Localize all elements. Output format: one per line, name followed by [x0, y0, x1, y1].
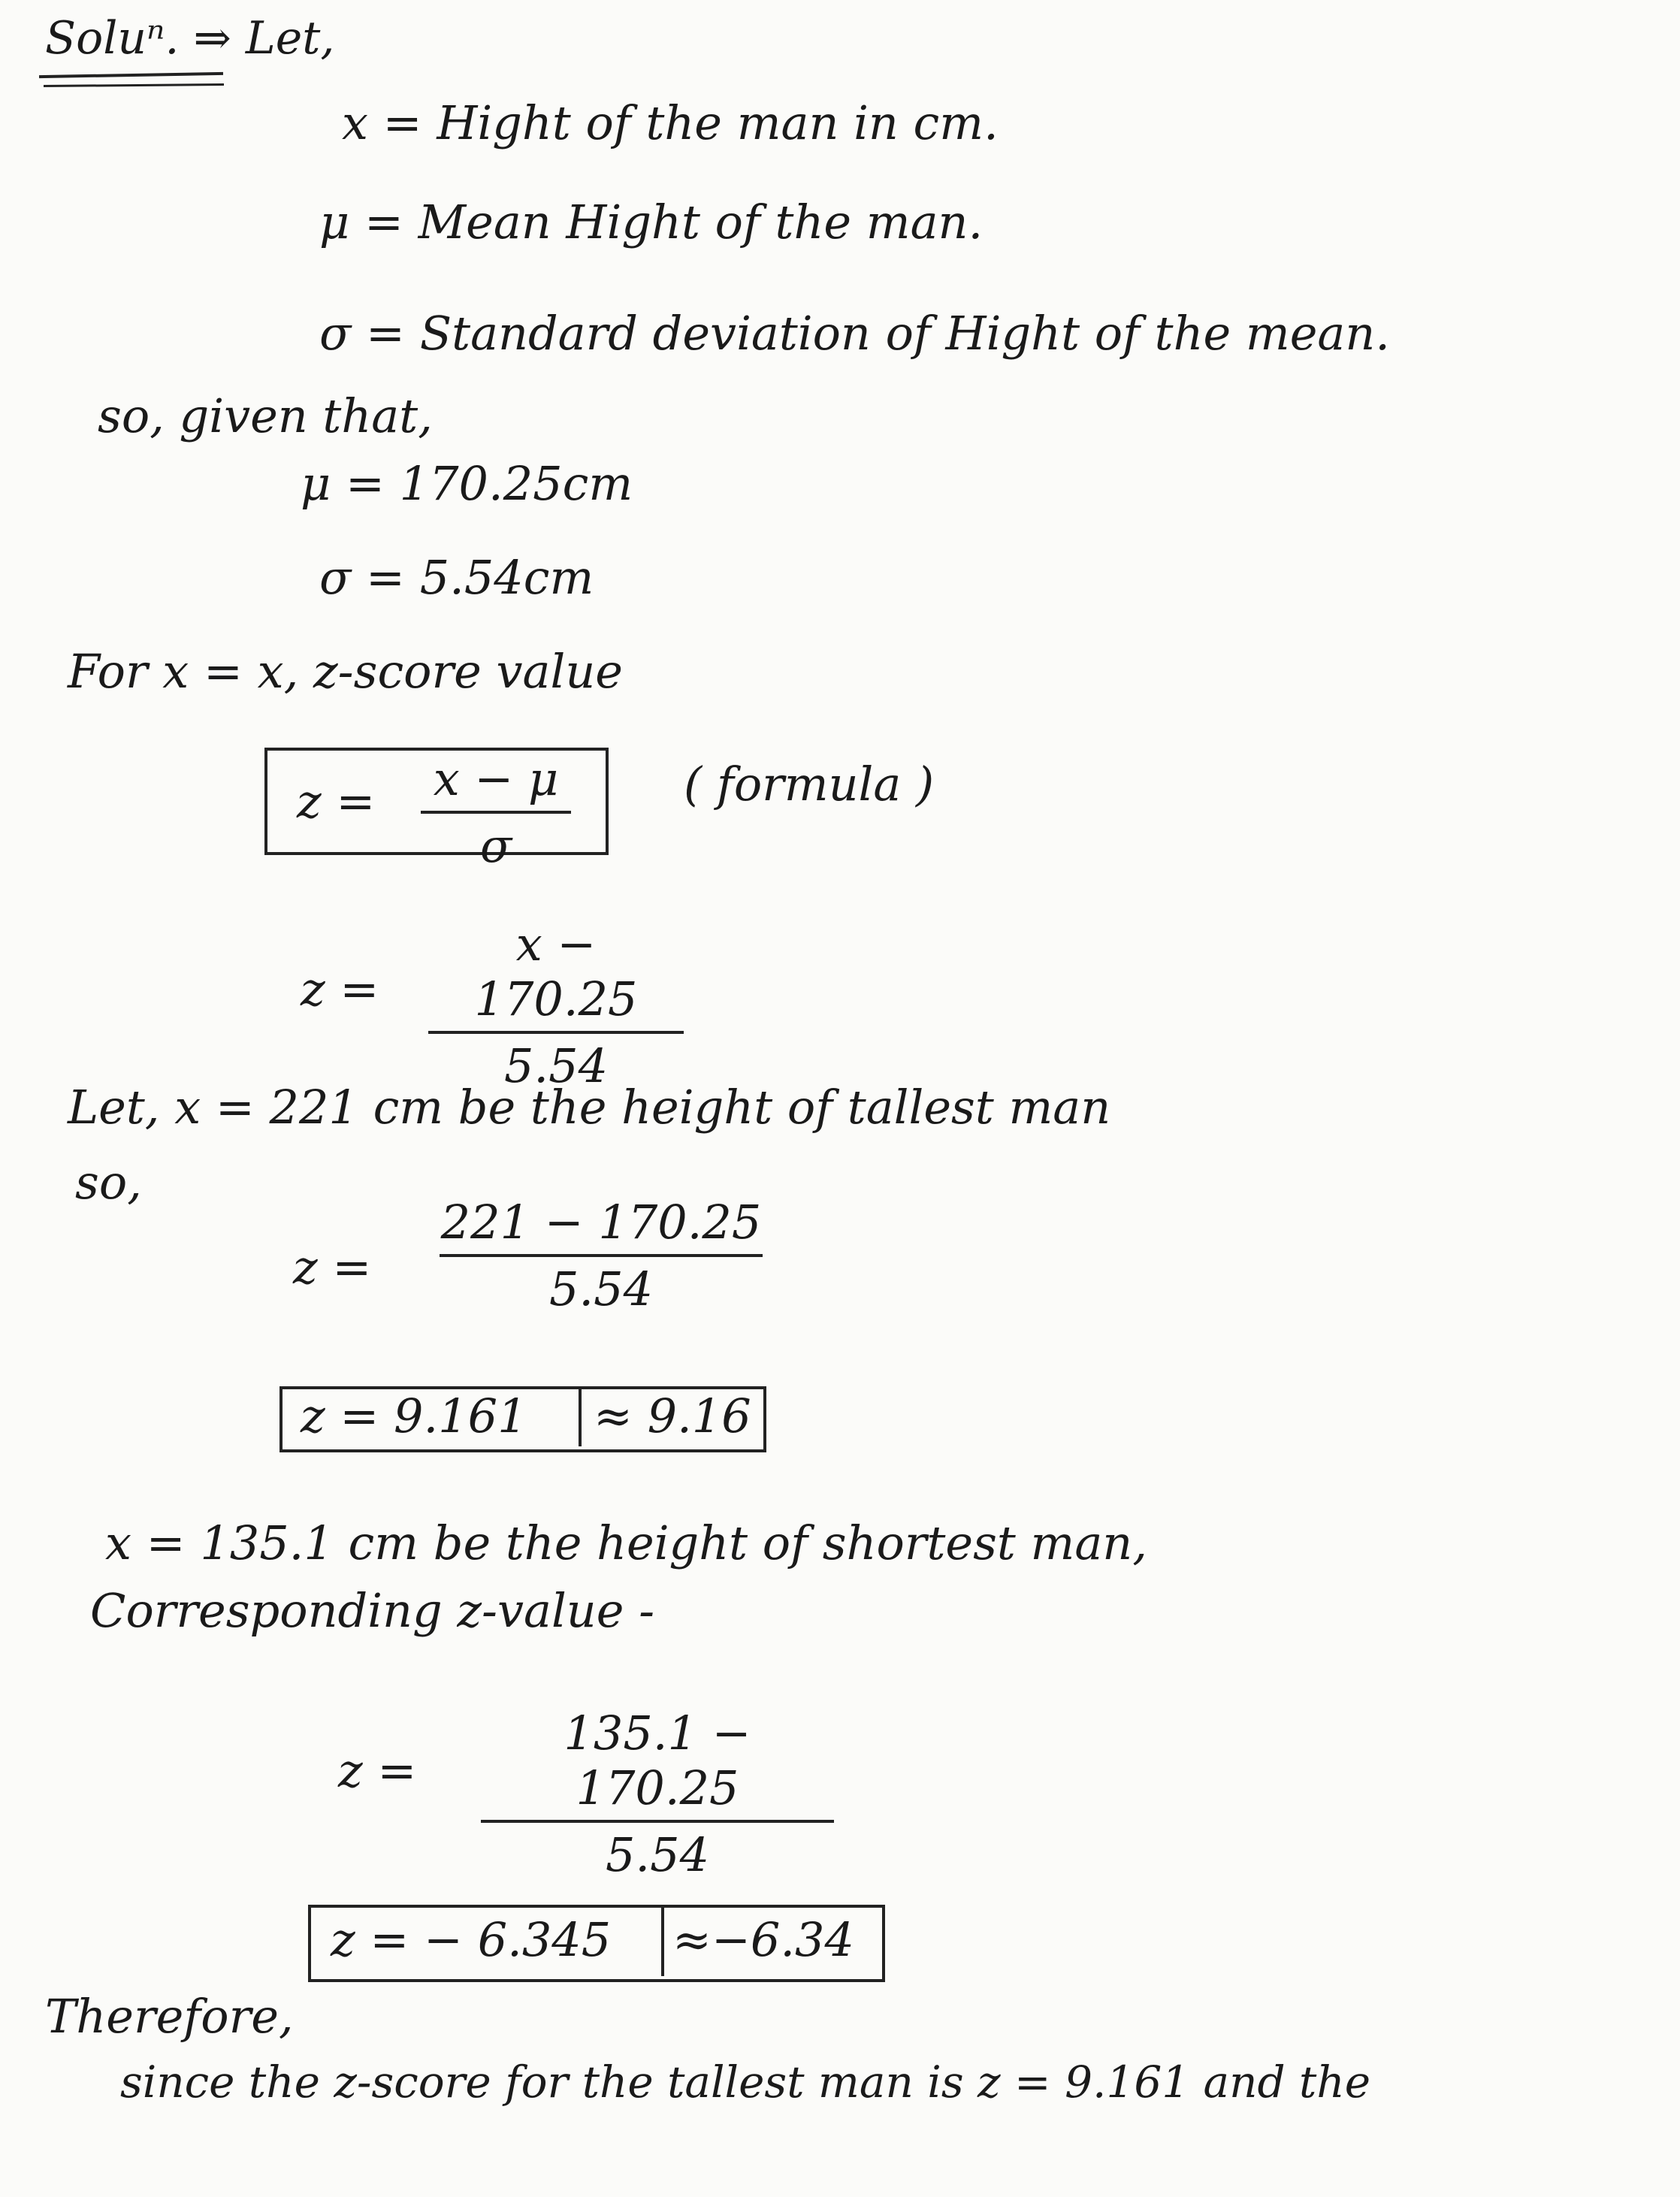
- tallest-result-approx: ≈ 9.16: [594, 1389, 751, 1443]
- tallest-lhs: z =: [293, 1240, 372, 1295]
- formula-denominator: σ: [479, 818, 512, 873]
- shortest-result-exact: z = − 6.345: [331, 1912, 612, 1967]
- fraction-bar: [481, 1820, 834, 1823]
- formula-note: ( formula ): [684, 757, 935, 811]
- shortest-denominator: 5.54: [605, 1827, 710, 1882]
- so-line: so,: [75, 1155, 142, 1210]
- shortest-fraction: [481, 1706, 834, 1882]
- definition-mu: μ = Mean Hight of the man.: [319, 195, 984, 249]
- fraction-bar: [428, 1031, 684, 1034]
- shortest-result-approx: ≈−6.34: [672, 1912, 854, 1967]
- given-sigma: σ = 5.54cm: [319, 550, 594, 605]
- formula-lhs: z =: [297, 774, 376, 829]
- conclusion-line: since the z-score for the tallest man is z = 9.161 and the: [120, 2056, 1371, 2108]
- tallest-statement: Let, x = 221 cm be the height of tallest man: [68, 1080, 1111, 1135]
- substituted-lhs: z =: [301, 962, 379, 1017]
- definition-sigma: σ = Standard deviation of Hight of the mean.: [319, 306, 1391, 361]
- given-mu: μ = 170.25cm: [301, 456, 633, 511]
- tallest-denominator: 5.54: [548, 1262, 654, 1316]
- substituted-fraction: [428, 917, 684, 1093]
- shortest-numerator: 135.1 − 170.25: [564, 1706, 751, 1815]
- shortest-lhs: z =: [338, 1743, 417, 1798]
- substituted-denominator: 5.54: [503, 1038, 609, 1093]
- given-intro: so, given that,: [98, 388, 433, 443]
- shortest-statement: x = 135.1 cm be the height of shortest man,: [105, 1516, 1147, 1570]
- substituted-numerator: x − 170.25: [474, 917, 638, 1026]
- tallest-numerator: 221 − 170.25: [440, 1195, 762, 1250]
- z-score-intro: For x = x, z-score value: [68, 644, 623, 699]
- formula-fraction: [421, 751, 571, 873]
- formula-numerator: x − μ: [433, 751, 559, 806]
- heading-underline: [39, 72, 223, 78]
- result-divider: [661, 1908, 664, 1976]
- therefore-line: Therefore,: [45, 1989, 294, 2044]
- result-divider: [579, 1389, 582, 1446]
- tallest-fraction: [440, 1195, 763, 1316]
- tallest-result-exact: z = 9.161: [301, 1389, 527, 1443]
- corresponding-line: Corresponding z-value -: [90, 1583, 655, 1638]
- solution-heading: Soluⁿ. ⇒ Let,: [45, 12, 335, 65]
- heading-underline-second: [44, 83, 224, 87]
- fraction-bar: [440, 1254, 763, 1257]
- fraction-bar: [421, 811, 571, 814]
- definition-x: x = Hight of the man in cm.: [342, 95, 999, 150]
